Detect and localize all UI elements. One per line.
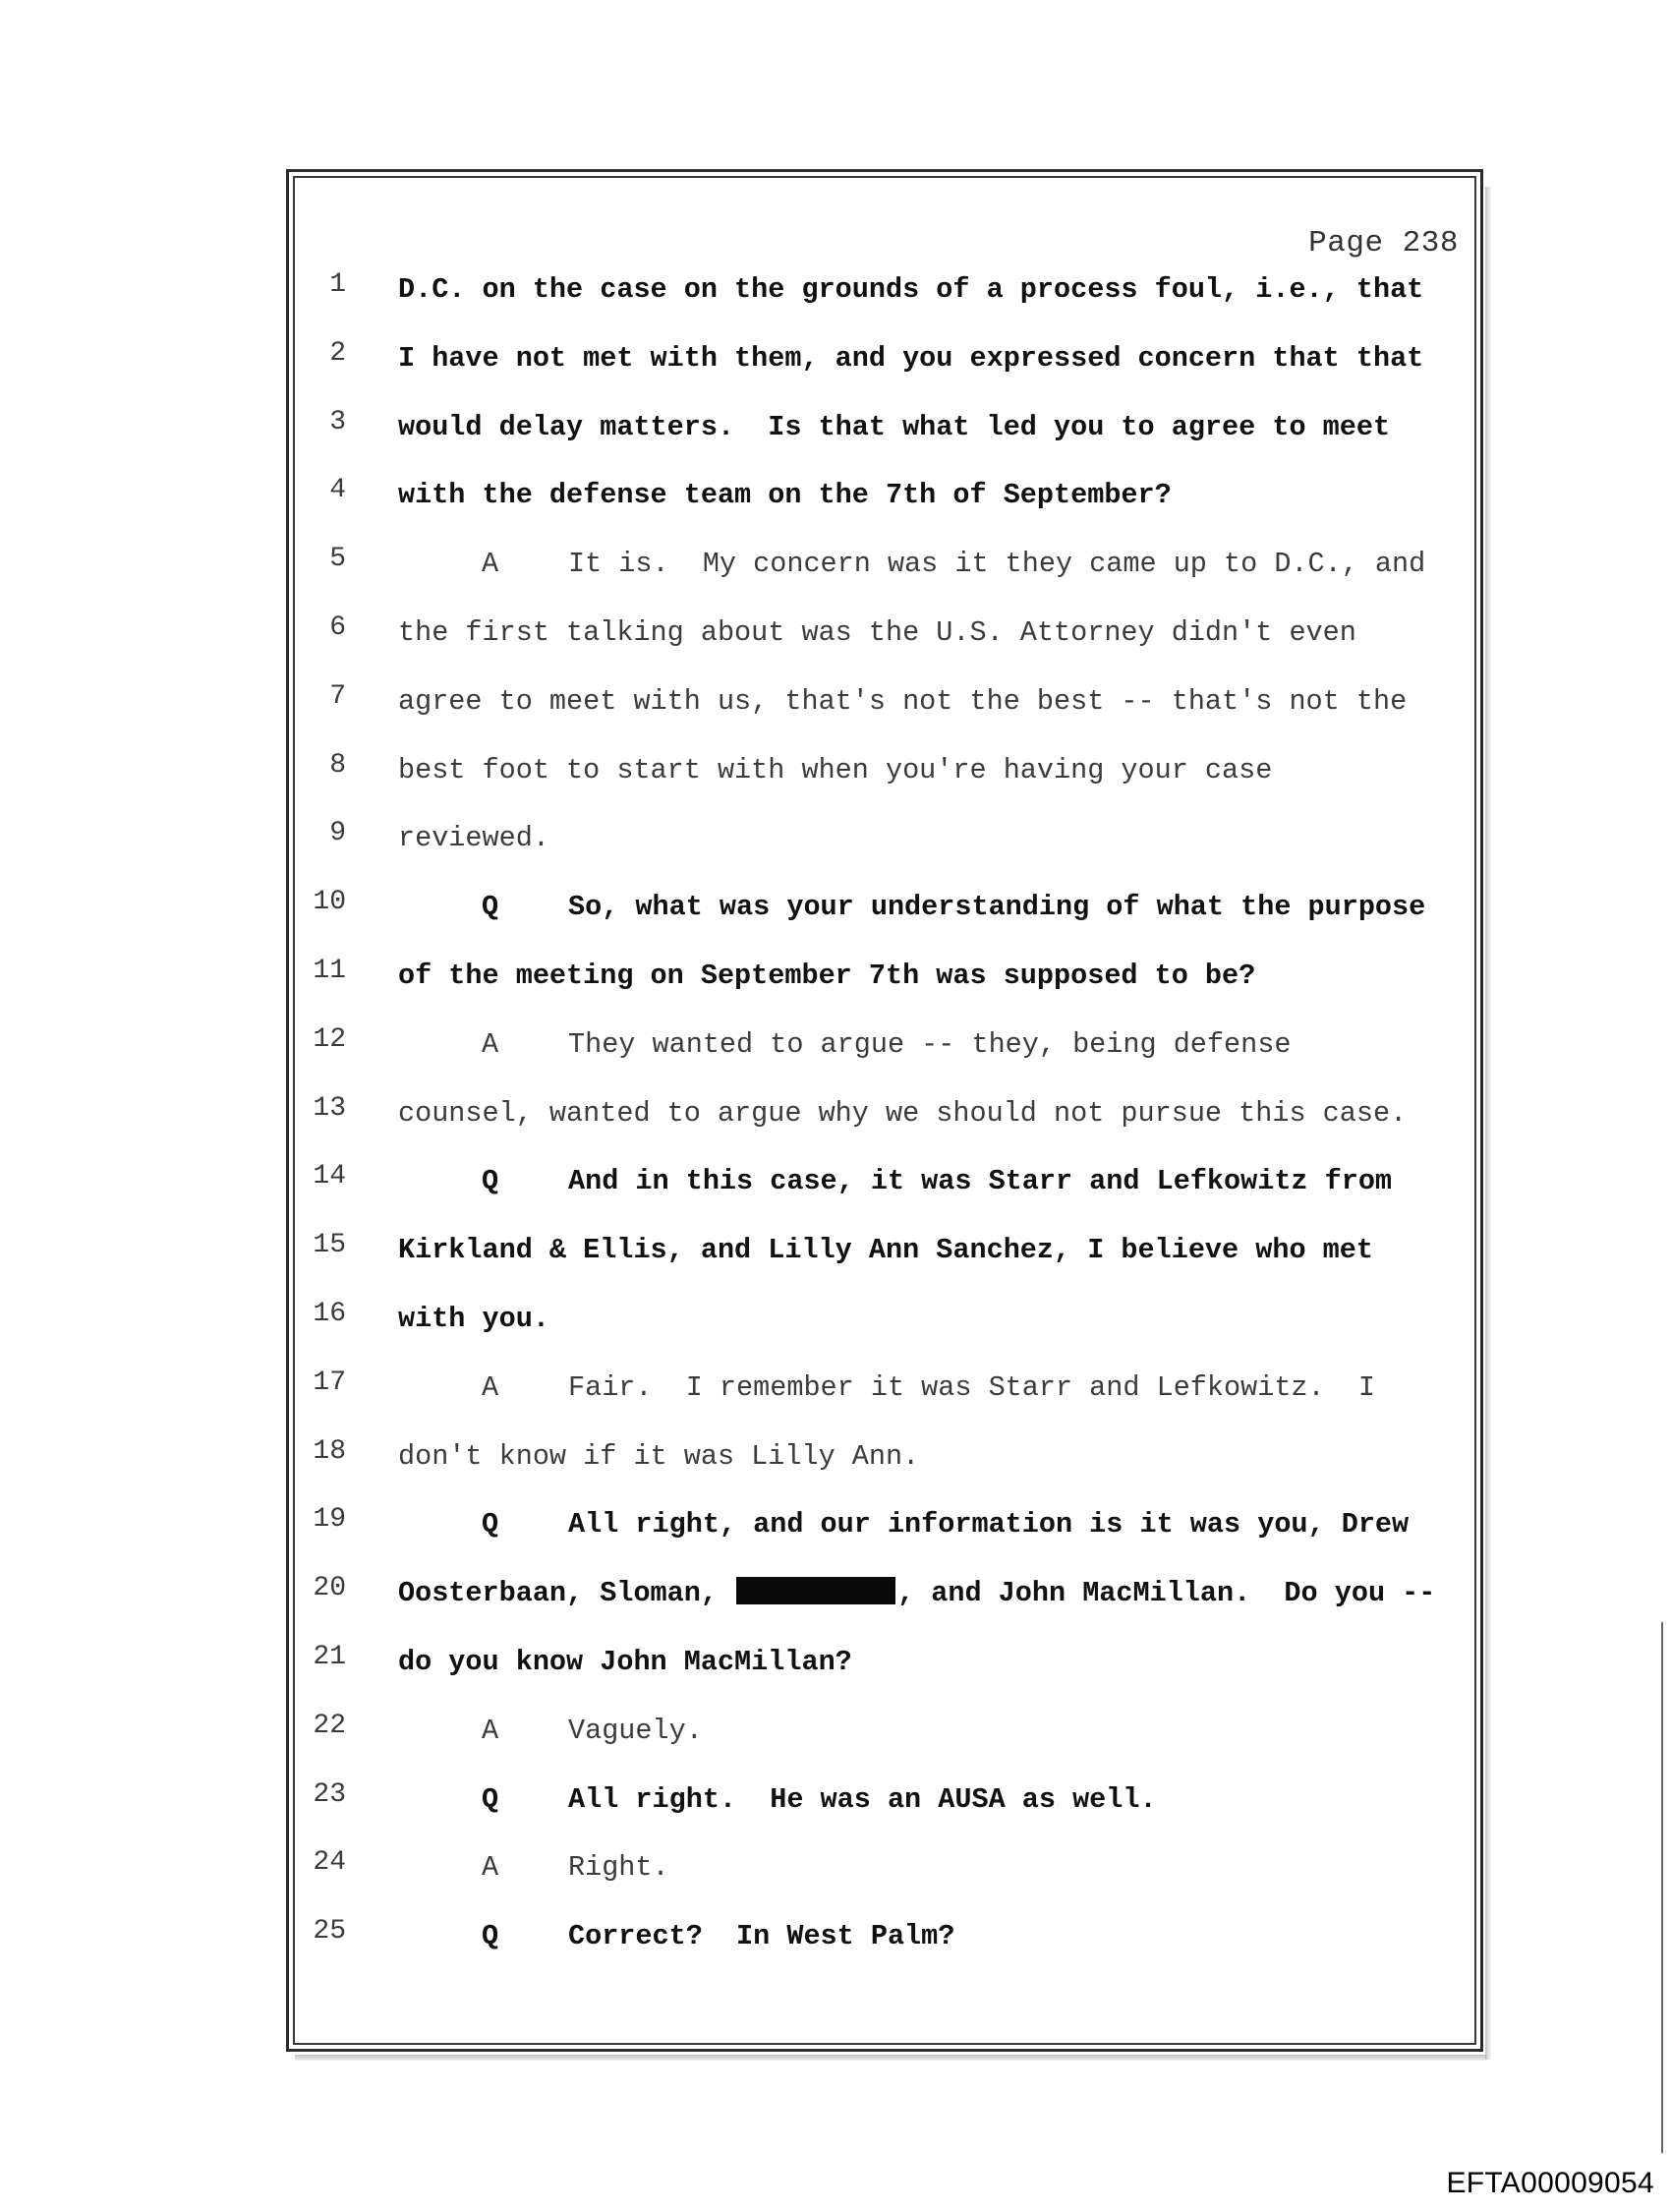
line-number: 19 [313, 1504, 346, 1536]
line-body: All right. He was an AUSA as well. [568, 1782, 1157, 1816]
line-body: D.C. on the case on the grounds of a process foul, i.e., that [398, 273, 1424, 306]
line-text [398, 1234, 1373, 1266]
line-number: 17 [313, 1367, 346, 1398]
line-text [398, 1028, 1291, 1061]
line-number: 11 [313, 955, 346, 986]
speaker-label: Q [482, 1782, 499, 1816]
line-text [398, 1097, 1407, 1130]
line-body: with the defense team on the 7th of September? [398, 479, 1172, 512]
line-number: 6 [329, 611, 346, 643]
line-text [398, 891, 1425, 923]
line-number: 21 [313, 1641, 346, 1672]
line-number: 16 [313, 1298, 346, 1329]
line-number: 23 [313, 1778, 346, 1810]
line-text [398, 479, 1172, 511]
transcript-line [0, 956, 1671, 1024]
transcript-line [0, 818, 1671, 887]
line-number: 12 [313, 1023, 346, 1055]
line-body: reviewed. [398, 822, 549, 855]
line-body: counsel, wanted to argue why we should not pursue this case. [398, 1096, 1408, 1130]
transcript-line [0, 1573, 1671, 1642]
line-body: the first talking about was the U.S. Attorney didn't even [398, 615, 1356, 649]
line-text [398, 1851, 669, 1884]
speaker-label: Q [482, 1165, 499, 1198]
page-number: Page 238 [1308, 226, 1459, 261]
line-number: 22 [313, 1710, 346, 1741]
transcript-line [0, 1093, 1671, 1162]
line-body: agree to meet with us, that's not the best -- that's not the [398, 684, 1408, 718]
line-number: 2 [329, 337, 346, 369]
transcript-line [0, 475, 1671, 544]
line-text [398, 960, 1255, 992]
transcript-line [0, 1161, 1671, 1230]
transcript-line [0, 407, 1671, 476]
line-text [398, 1783, 1157, 1816]
line-number: 14 [313, 1161, 346, 1193]
line-body: best foot to start with when you're having your case [398, 753, 1273, 786]
line-text [398, 822, 549, 854]
speaker-label: Q [482, 1920, 499, 1953]
bates-number: EFTA00009054 [1446, 2167, 1654, 2199]
line-text [398, 1440, 919, 1473]
line-number: 24 [313, 1847, 346, 1879]
speaker-label: A [482, 1370, 499, 1404]
line-number: 5 [329, 544, 346, 575]
transcript-line [0, 269, 1671, 338]
line-body: So, what was your understanding of what the purpose [568, 891, 1426, 924]
line-number: 9 [329, 818, 346, 849]
transcript-line [0, 1847, 1671, 1916]
line-text [398, 1715, 703, 1747]
scan-edge-mark [1661, 1622, 1663, 2153]
speaker-label: A [482, 1851, 499, 1885]
speaker-label: Q [482, 891, 499, 924]
line-body: All right, and our information is it was you, Drew [568, 1508, 1410, 1542]
line-text [398, 1371, 1375, 1404]
line-number: 18 [313, 1435, 346, 1467]
line-body: Oosterbaan, Sloman, [398, 1577, 735, 1610]
line-body: don't know if it was Lilly Ann. [398, 1439, 920, 1473]
transcript-line [0, 1504, 1671, 1573]
line-number: 25 [313, 1916, 346, 1948]
line-number: 7 [329, 680, 346, 712]
transcript-line [0, 1368, 1671, 1436]
transcript-line [0, 1642, 1671, 1711]
line-text [398, 342, 1423, 375]
line-text [398, 1920, 954, 1952]
speaker-label: A [482, 548, 499, 581]
line-text [398, 1508, 1409, 1541]
transcript-line [0, 1436, 1671, 1505]
line-text [398, 1577, 1435, 1609]
line-body: Fair. I remember it was Starr and Lefkowitz. I [568, 1370, 1375, 1404]
line-text [398, 616, 1356, 649]
line-text [398, 273, 1423, 306]
line-text [398, 685, 1407, 718]
line-body: do you know John MacMillan? [398, 1645, 852, 1678]
speaker-label: A [482, 1027, 499, 1061]
line-number: 13 [313, 1092, 346, 1124]
line-text [398, 1165, 1392, 1197]
line-number: 8 [329, 749, 346, 781]
line-text [398, 1646, 852, 1678]
line-text [398, 548, 1425, 580]
line-body: of the meeting on September 7th was supposed to be? [398, 959, 1256, 992]
line-text [398, 754, 1272, 786]
line-text [398, 411, 1390, 443]
line-body: They wanted to argue -- they, being defense [568, 1027, 1292, 1061]
transcript-line [0, 1916, 1671, 1985]
line-body: Correct? In West Palm? [568, 1920, 955, 1953]
transcript-line [0, 750, 1671, 819]
line-body-after-redaction: , and John MacMillan. Do you -- [897, 1577, 1436, 1610]
transcript-line [0, 887, 1671, 956]
transcript-line [0, 612, 1671, 681]
transcript-line [0, 1299, 1671, 1368]
line-body: I have not met with them, and you expressed concern that that [398, 341, 1424, 375]
line-body: Right. [568, 1851, 669, 1885]
speaker-label: Q [482, 1508, 499, 1542]
line-body: Kirkland & Ellis, and Lilly Ann Sanchez, I believe who met [398, 1234, 1373, 1267]
transcript-line [0, 544, 1671, 612]
frame-shadow-bottom [295, 2055, 1486, 2061]
line-text [398, 1303, 549, 1335]
speaker-label: A [482, 1714, 499, 1747]
transcript-lines [0, 269, 1671, 1985]
transcript-line [0, 338, 1671, 407]
line-body: And in this case, it was Starr and Lefkowitz from [568, 1165, 1393, 1198]
transcript-line [0, 1711, 1671, 1779]
line-number: 10 [313, 887, 346, 918]
line-body: with you. [398, 1302, 549, 1335]
line-body: Vaguely. [568, 1714, 703, 1747]
line-body: would delay matters. Is that what led you to agree to meet [398, 410, 1391, 443]
line-number: 1 [329, 269, 346, 300]
transcript-line [0, 1779, 1671, 1848]
line-number: 4 [329, 475, 346, 506]
redaction-bar [736, 1577, 895, 1604]
line-number: 3 [329, 406, 346, 437]
line-body: It is. My concern was it they came up to D.C., and [568, 548, 1426, 581]
line-number: 15 [313, 1230, 346, 1261]
transcript-line [0, 1230, 1671, 1299]
transcript-line [0, 681, 1671, 750]
line-number: 20 [313, 1573, 346, 1604]
transcript-line [0, 1024, 1671, 1093]
